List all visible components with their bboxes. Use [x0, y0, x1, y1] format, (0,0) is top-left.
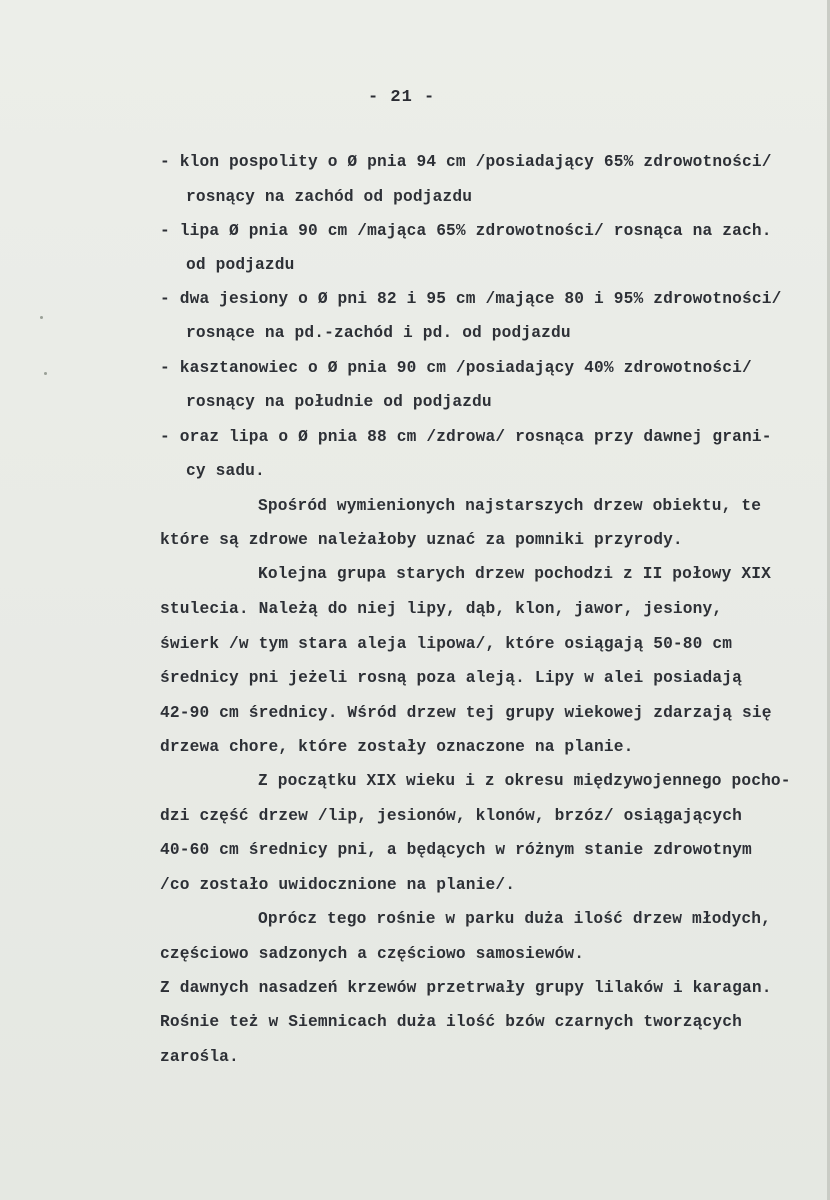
text-line: Rośnie też w Siemnicach duża ilość bzów czarnych tworzących — [160, 1013, 742, 1031]
text-line: 40-60 cm średnicy pni, a będących w różnym stanie zdrowotnym — [160, 841, 752, 859]
text-line: - klon pospolity o Ø pnia 94 cm /posiadający 65% zdrowotności/ — [160, 153, 772, 171]
text-line: stulecia. Należą do niej lipy, dąb, klon, jawor, jesiony, — [160, 600, 723, 618]
text-line: drzewa chore, które zostały oznaczone na planie. — [160, 738, 634, 756]
text-line: dzi część drzew /lip, jesionów, klonów, brzóz/ osiągających — [160, 807, 742, 825]
text-line: Kolejna grupa starych drzew pochodzi z II połowy XIX — [258, 565, 771, 583]
paper-speck — [40, 316, 43, 319]
text-line: - lipa Ø pnia 90 cm /mająca 65% zdrowotności/ rosnąca na zach. — [160, 222, 772, 240]
text-line: - dwa jesiony o Ø pni 82 i 95 cm /mające 80 i 95% zdrowotności/ — [160, 290, 782, 308]
page-number: - 21 - — [368, 88, 436, 107]
text-line: które są zdrowe należałoby uznać za pomniki przyrody. — [160, 531, 683, 549]
paper-speck — [44, 372, 47, 375]
text-line: rosnący na zachód od podjazdu — [186, 188, 473, 206]
text-line: średnicy pni jeżeli rosną poza aleją. Lipy w alei posiadają — [160, 669, 742, 687]
text-line: rosnący na południe od podjazdu — [186, 393, 492, 411]
text-line: - kasztanowiec o Ø pnia 90 cm /posiadający 40% zdrowotności/ — [160, 359, 752, 377]
text-line: Oprócz tego rośnie w parku duża ilość drzew młodych, — [258, 910, 771, 928]
text-line: 42-90 cm średnicy. Wśród drzew tej grupy wiekowej zdarzają się — [160, 704, 772, 722]
text-line: cy sadu. — [186, 462, 265, 480]
text-line: Spośród wymienionych najstarszych drzew obiektu, te — [258, 497, 762, 515]
text-line: zarośla. — [160, 1048, 239, 1066]
text-line: rosnące na pd.-zachód i pd. od podjazdu — [186, 324, 571, 342]
text-line: /co zostało uwidocznione na planie/. — [160, 876, 516, 894]
text-line: od podjazdu — [186, 256, 295, 274]
text-line: częściowo sadzonych a częściowo samosiewów. — [160, 945, 585, 963]
text-line: Z dawnych nasadzeń krzewów przetrwały grupy lilaków i karagan. — [160, 979, 772, 997]
text-line: świerk /w tym stara aleja lipowa/, które osiągają 50-80 cm — [160, 635, 733, 653]
text-line: Z początku XIX wieku i z okresu międzywojennego pocho- — [258, 772, 791, 790]
text-line: - oraz lipa o Ø pnia 88 cm /zdrowa/ rosnąca przy dawnej grani- — [160, 428, 772, 446]
